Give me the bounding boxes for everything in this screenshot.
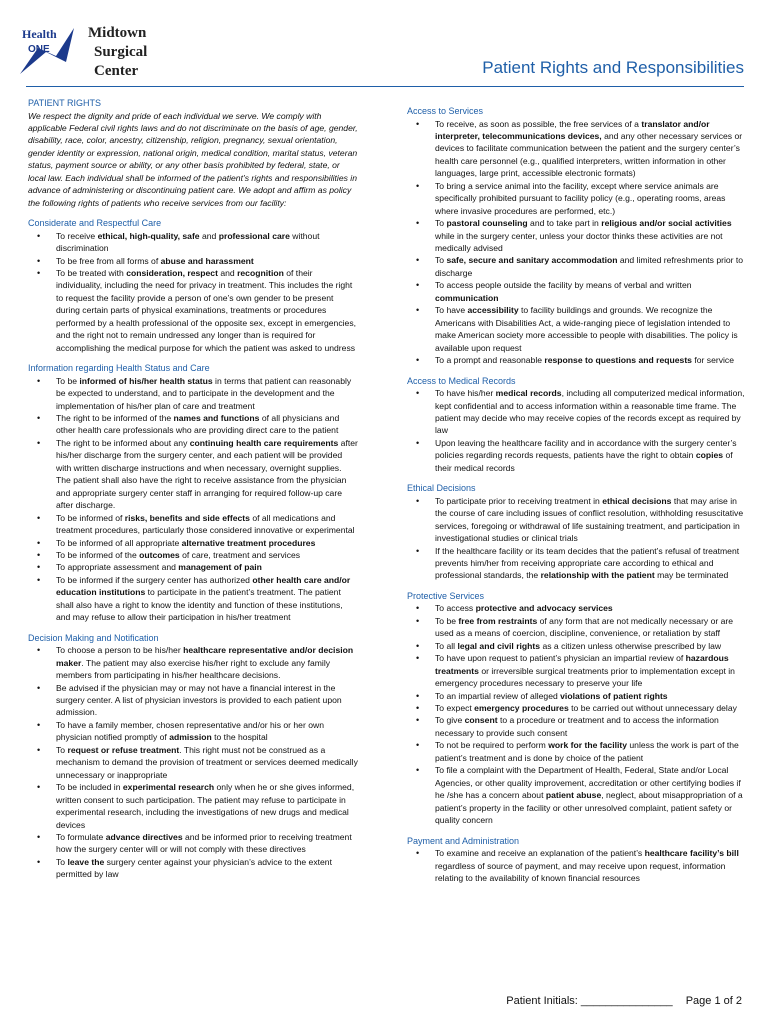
- healthone-logo: [16, 22, 176, 86]
- rights-list-item: • To have his/her medical records, including all computerized medical information, kept confidential and to access information within a reasonable time frame. The patient may decide who may receive copies of the records except as required by law: [407, 387, 747, 437]
- svg-text:Health: Health: [22, 27, 57, 41]
- left-sections: [28, 217, 358, 881]
- header-rule: [26, 86, 744, 87]
- rights-list-item: • To formulate advance directives and be informed prior to receiving treatment how the surgery center will or will not comply with these directives: [28, 831, 358, 856]
- rights-list-item: • To have upon request to patient’s physician an impartial review of hazardous treatments or irreversible surgical treatments prior to implementation except in emergency procedures necessary to preserve your life: [407, 652, 747, 689]
- rights-list-item: • The right to be informed of the names and functions of all physicians and other health care professionals who are providing direct care to the patient: [28, 412, 358, 437]
- healthone-logo-mark: [16, 22, 88, 86]
- rights-list-item: • To be free from restraints of any form that are not medically necessary or are used as a means of coercion, discipline, convenience, or retaliation by staff: [407, 615, 747, 640]
- rights-list-item: • To an impartial review of alleged violations of patient rights: [407, 690, 747, 702]
- section-heading: Payment and Administration: [407, 835, 520, 846]
- section-heading: Access to Medical Records: [407, 375, 516, 386]
- rights-list-item: • To be included in experimental research only when he or she gives informed, written consent to such participation. The patient may refuse to participate in experimental research, including the investigations of new drugs and medical devices: [28, 781, 358, 831]
- rights-list-item: • To appropriate assessment and management of pain: [28, 561, 358, 573]
- rights-list: [407, 495, 747, 582]
- rights-list-item: • To choose a person to be his/her healthcare representative and/or decision maker. The patient may also exercise his/her right to exclude any family members from participating in his/her healthcare decisions.: [28, 644, 358, 681]
- page-number: Page 1 of 2: [685, 995, 742, 1007]
- rights-list: [28, 230, 358, 355]
- rights-list-item: • To give consent to a procedure or treatment and to access the information necessary to provide such consent: [407, 714, 747, 739]
- rights-list-item: • To be informed if the surgery center has authorized other health care and/or education institutions to participate in the patient’s treatment. The patient shall also have a right to know the identity and function of these institutions, and may refuse to allow their participation in his/her treatment: [28, 574, 358, 624]
- section-heading: Protective Services: [407, 590, 485, 601]
- patient-initials-field[interactable]: Patient Initials: _______________: [506, 995, 673, 1007]
- rights-list-item: • To be informed of the outcomes of care, treatment and services: [28, 549, 358, 561]
- rights-list-item: • Be advised if the physician may or may not have a financial interest in the surgery center. A list of physician investors is provided to each patient upon admission.: [28, 682, 358, 719]
- section-heading: Information regarding Health Status and Care: [28, 363, 210, 374]
- right-column: [407, 97, 747, 884]
- rights-list: [28, 375, 358, 624]
- rights-list-item: • To receive ethical, high-quality, safe and professional care without discrimination: [28, 230, 358, 255]
- rights-list-item: • To a prompt and reasonable response to questions and requests for service: [407, 354, 747, 366]
- rights-list: [407, 387, 747, 474]
- rights-list-item: • To have a family member, chosen representative and/or his or her own physician notified promptly of admission to the hospital: [28, 719, 358, 744]
- rights-list-item: • To examine and receive an explanation of the patient’s healthcare facility’s bill regardless of source of payment, and may receive upon request, information relating to the availability of known financial resources: [407, 847, 747, 884]
- rights-list-item: • To bring a service animal into the facility, except where service animals are specifically prohibited pursuant to facility policy (e.g., operating rooms, areas where invasive procedures are performed, etc.): [407, 180, 747, 217]
- rights-list: [407, 602, 747, 826]
- rights-list-item: • To participate prior to receiving treatment in ethical decisions that may arise in the course of care including issues of conflict resolution, withholding resuscitative services, foregoing or withdrawal of life sustaining treatment, and participation in investigational studies or clinical trials: [407, 495, 747, 545]
- rights-list-item: • To not be required to perform work for the facility unless the work is part of the patient’s treatment and is done by choice of the patient: [407, 739, 747, 764]
- rights-list-item: • To file a complaint with the Department of Health, Federal, State and/or Local Agencies, or other quality improvement, accreditation or other certifying bodies if he /she has a concern about patient abuse, neglect, about misappropriation of a patient’s property in the facility or other unresolved complaint, patient safety or quality concern: [407, 764, 747, 826]
- page-title: Patient Rights and Responsibilities: [482, 58, 744, 77]
- rights-list-item: • To be free from all forms of abuse and harassment: [28, 255, 358, 267]
- section-heading: Decision Making and Notification: [28, 632, 159, 643]
- svg-text:ONE: ONE: [28, 44, 50, 55]
- rights-list-item: • To be informed of his/her health status in terms that patient can reasonably be expected to understand, and to participate in the development and the implementation of his/her plan of care and treatment: [28, 375, 358, 412]
- rights-list: [28, 644, 358, 881]
- section-heading: Ethical Decisions: [407, 483, 476, 494]
- rights-list-item: • To be treated with consideration, respect and recognition of their individuality, including the need for privacy in treatment. This includes the right to request the facility provide a person of one’s own gender to be present during certain parts of physical examinations, treatments or procedures performed by a health professional of the opposite sex, except in emergencies, and the right not to remain undressed any longer than is required for accomplishing the medical purpose for which the patient was asked to undress: [28, 267, 358, 354]
- left-column: [28, 97, 358, 881]
- rights-list-item: • Upon leaving the healthcare facility and in accordance with the surgery center’s policies regarding records requests, patients have the right to obtain copies of their medical records: [407, 437, 747, 474]
- rights-list-item: • To request or refuse treatment. This right must not be construed as a mechanism to demand the provision of treatment or services deemed medically unnecessary or inappropriate: [28, 744, 358, 781]
- rights-list-item: • To be informed of all appropriate alternative treatment procedures: [28, 537, 358, 549]
- rights-list-item: • To access people outside the facility by means of verbal and written communication: [407, 279, 747, 304]
- patient-rights-heading: PATIENT RIGHTS: [28, 98, 102, 108]
- rights-list: [407, 847, 747, 884]
- right-sections: [407, 105, 747, 884]
- section-heading: Access to Services: [407, 106, 484, 116]
- rights-list-item: • To expect emergency procedures to be carried out without unnecessary delay: [407, 702, 747, 714]
- rights-list-item: • To be informed of risks, benefits and side effects of all medications and treatment procedures, particularly those considered innovative or experimental: [28, 512, 358, 537]
- rights-list-item: • To pastoral counseling and to take part in religious and/or social activities while in the surgery center, unless your doctor thinks these activities are not medically advised: [407, 217, 747, 254]
- section-heading: Considerate and Respectful Care: [28, 218, 162, 229]
- rights-list-item: • To leave the surgery center against your physician’s advice to the extent permitted by law: [28, 856, 358, 881]
- rights-list-item: • To receive, as soon as possible, the free services of a translator and/or interpreter, telecommunications devices, and any other necessary services or devices to facilitate communication between the patient and the surgery center’s health care personnel (e.g., qualified interpreters, written information in other languages, large print, accessible electronic formats): [407, 118, 747, 180]
- rights-list-item: • To access protective and advocacy services: [407, 602, 747, 614]
- rights-list-item: • To all legal and civil rights as a citizen unless otherwise prescribed by law: [407, 640, 747, 652]
- rights-list-item: • To have accessibility to facility buildings and grounds. We recognize the Americans with Disabilities Act, a wide-ranging piece of legislation intended to make American society more accessible to people with disabilities. The policy is available upon request: [407, 304, 747, 354]
- page-footer: [496, 995, 742, 1007]
- rights-list-item: • The right to be informed about any continuing health care requirements after his/her discharge from the surgery center, and each patient will be provided with written discharge instructions and when necessary, overnight supplies. The patient shall also have the right to receive assistance from the physician and appropriate surgery center staff in arranging for required follow-up care after discharge.: [28, 437, 358, 512]
- facility-name: Midtown Surgical Center: [88, 25, 148, 79]
- rights-list-item: • To safe, secure and sanitary accommodation and limited refreshments prior to discharge: [407, 254, 747, 279]
- rights-list-item: • If the healthcare facility or its team decides that the patient’s refusal of treatment prevents him/her from receiving appropriate care according to ethical and professional standards, the relationship with the patient may be terminated: [407, 545, 747, 582]
- intro-paragraph: We respect the dignity and pride of each individual we serve. We comply with applicable Federal civil rights laws and do not discriminate on the basis of age, gender, disability, race, color, ancestry, citizenship, religion, pregnancy, sexual orientation, gender identity or expression, national origin, medical condition, marital status, veteran status, payment source or ability, or any other basis prohibited by federal, state, or local law. Each individual shall be informed of the patient’s rights and responsibilities in advance of administering or discontinuing patient care. We adopt and affirm as policy the following rights of patients who receive services from our facility:: [28, 110, 358, 208]
- rights-list: [407, 118, 747, 367]
